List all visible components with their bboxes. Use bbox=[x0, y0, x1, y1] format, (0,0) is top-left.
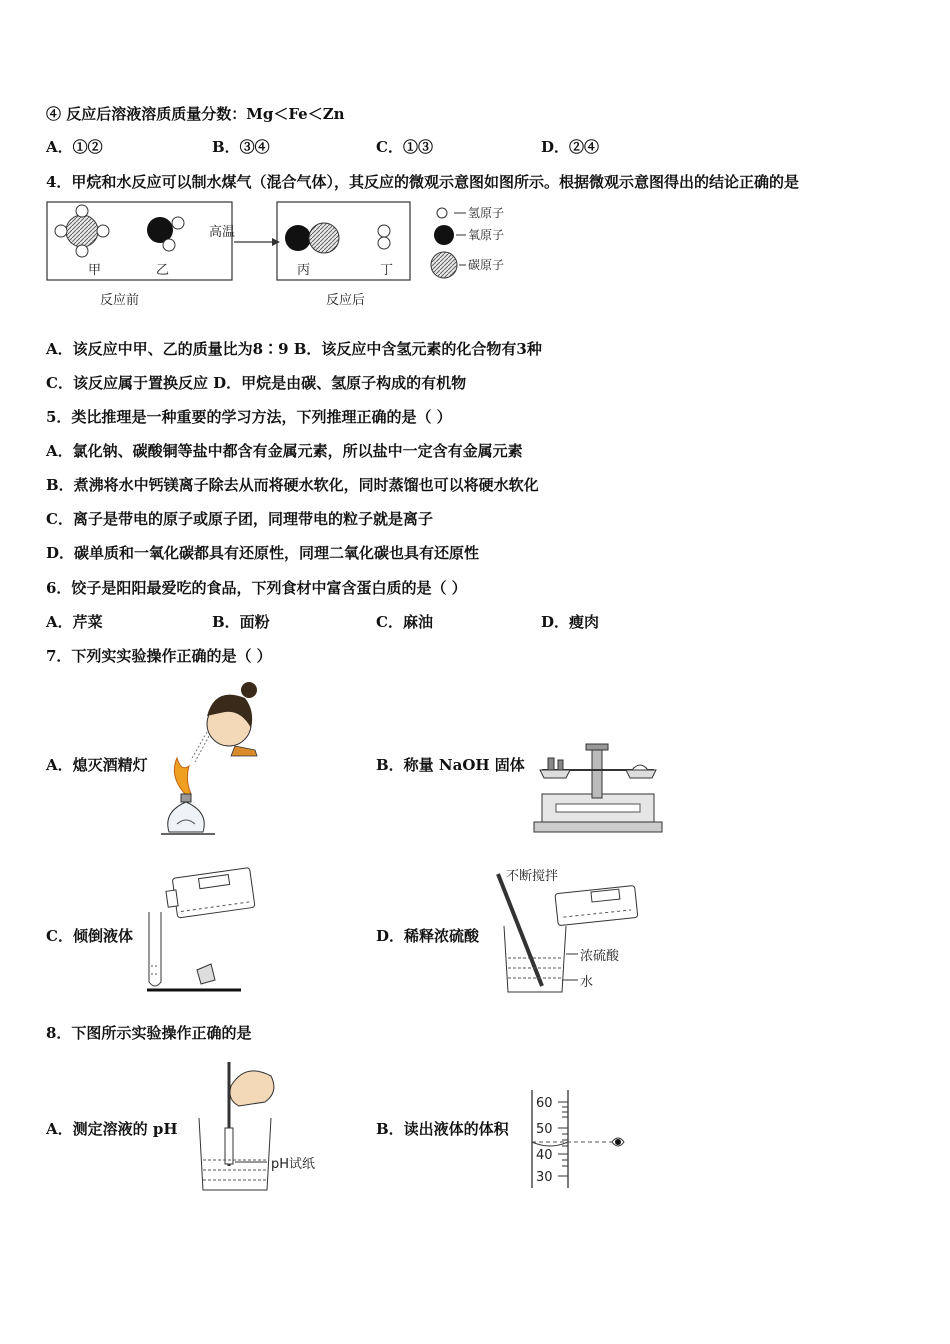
q5-option-c: C．离子是带电的原子或原子团，同理带电的粒子就是离子 bbox=[46, 510, 433, 528]
q6-option-a: A．芹菜 bbox=[46, 613, 103, 631]
tick-50: 50 bbox=[536, 1122, 553, 1137]
q3-item-4: ④ 反应后溶液溶质质量分数：Mg＜Fe＜Zn bbox=[46, 105, 345, 123]
alcohol-lamp-figure bbox=[155, 676, 265, 841]
cylinder-figure bbox=[528, 1088, 638, 1192]
label-bing: 丙 bbox=[297, 263, 311, 278]
q7-option-b: B．称量 NaOH 固体 bbox=[376, 756, 525, 774]
ph-test-figure bbox=[195, 1056, 335, 1196]
tick-30: 30 bbox=[536, 1170, 553, 1185]
q7-option-a: A．熄灭酒精灯 bbox=[46, 756, 148, 774]
q5-option-d: D．碳单质和一氧化碳都具有还原性，同理二氧化碳也具有还原性 bbox=[46, 544, 480, 562]
tick-60: 60 bbox=[536, 1096, 553, 1111]
pouring-figure bbox=[145, 866, 255, 996]
q3-option-c: C．①③ bbox=[376, 138, 433, 156]
condition-label: 高温 bbox=[209, 225, 236, 240]
q7-option-d: D．稀释浓硫酸 bbox=[376, 927, 480, 945]
q7-option-c: C．倾倒液体 bbox=[46, 927, 133, 945]
caption-after: 反应后 bbox=[326, 293, 366, 308]
q6-option-d: D．瘦肉 bbox=[541, 613, 600, 631]
legend-oxygen: 氧原子 bbox=[468, 228, 505, 242]
legend-carbon: 碳原子 bbox=[468, 258, 505, 272]
q8-option-a: A．测定溶液的 pH bbox=[46, 1120, 178, 1138]
q3-option-b: B．③④ bbox=[212, 138, 270, 156]
q4-reaction-diagram bbox=[44, 198, 544, 316]
q3-option-a: A．①② bbox=[46, 138, 103, 156]
ph-paper-label: pH试纸 bbox=[271, 1157, 316, 1172]
label-jia: 甲 bbox=[88, 263, 102, 278]
caption-before: 反应前 bbox=[100, 293, 140, 308]
q4-options-ab: A．该反应中甲、乙的质量比为8∶9 B．该反应中含氢元素的化合物有3种 bbox=[46, 340, 542, 358]
q4-stem: 4．甲烷和水反应可以制水煤气（混合气体），其反应的微观示意图如图所示。根据微观示意图得出的结论正确的是 bbox=[46, 173, 799, 191]
balance-figure bbox=[528, 742, 668, 838]
q4-options-cd: C．该反应属于置换反应 D．甲烷是由碳、氢原子构成的有机物 bbox=[46, 374, 467, 392]
q5-option-b: B．煮沸将水中钙镁离子除去从而将硬水软化，同时蒸馏也可以将硬水软化 bbox=[46, 476, 539, 494]
q8-option-b: B．读出液体的体积 bbox=[376, 1120, 509, 1138]
tick-40: 40 bbox=[536, 1148, 553, 1163]
acid-label: 浓硫酸 bbox=[580, 949, 620, 964]
label-yi: 乙 bbox=[156, 263, 170, 278]
q6-option-c: C．麻油 bbox=[376, 613, 433, 631]
q5-stem: 5．类比推理是一种重要的学习方法，下列推理正确的是（ ） bbox=[46, 408, 452, 426]
q3-option-d: D．②④ bbox=[541, 138, 600, 156]
q6-option-b: B．面粉 bbox=[212, 613, 270, 631]
dilute-acid-figure bbox=[492, 862, 652, 997]
q6-stem: 6．饺子是阳阳最爱吃的食品，下列食材中富含蛋白质的是（ ） bbox=[46, 579, 467, 597]
q5-option-a: A．氯化钠、碳酸铜等盐中都含有金属元素，所以盐中一定含有金属元素 bbox=[46, 442, 523, 460]
label-ding: 丁 bbox=[380, 263, 394, 278]
q7-stem: 7．下列实实验操作正确的是（ ） bbox=[46, 647, 272, 665]
water-label: 水 bbox=[580, 975, 594, 990]
stir-label: 不断搅拌 bbox=[506, 869, 559, 884]
q8-stem: 8．下图所示实验操作正确的是 bbox=[46, 1024, 252, 1042]
legend-hydrogen: 氢原子 bbox=[468, 206, 505, 220]
